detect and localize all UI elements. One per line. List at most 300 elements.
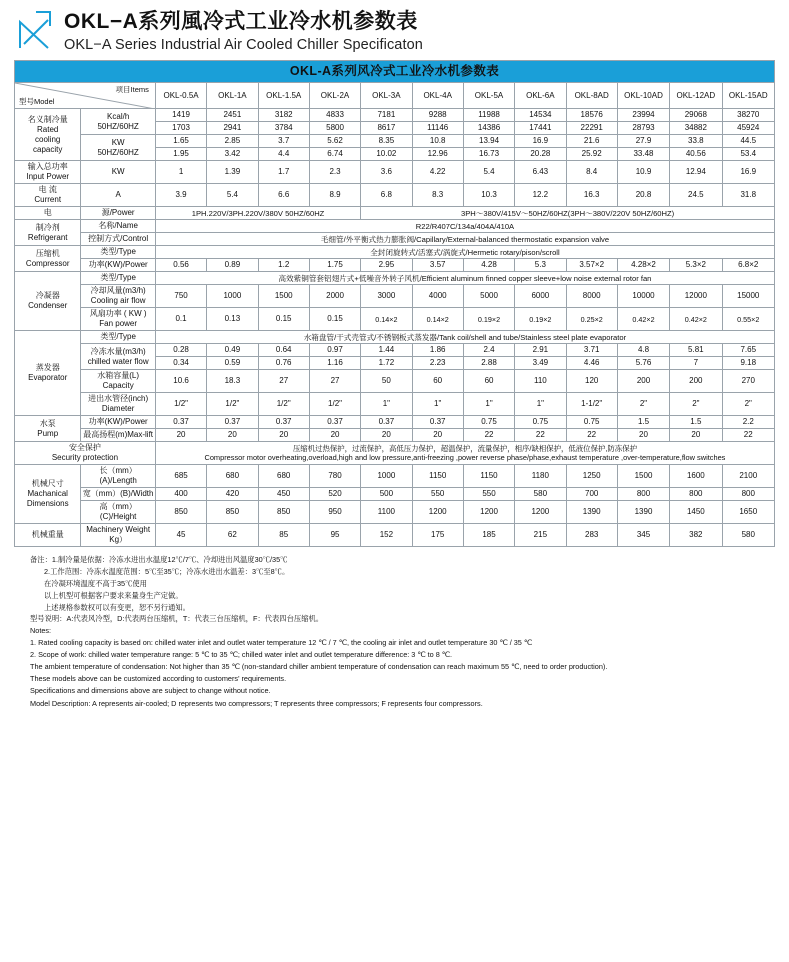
cell: 1390 <box>566 501 617 524</box>
table-banner: OKL-A系列风冷式工业冷水机参数表 <box>15 61 775 83</box>
note-cn-4: 上述规格参数权可以有变更，恕不另行通知。 <box>44 602 190 612</box>
cell: 2.3 <box>309 161 360 184</box>
cell: 22 <box>463 429 514 442</box>
specification-table <box>14 60 775 547</box>
cell: 1600 <box>670 465 722 488</box>
note-en-5: Model Description: A represents air-cooled; D represents two compressors; T represents three compressors; F represents four compressors. <box>30 698 483 708</box>
model-col-0: OKL-0.5A <box>155 83 206 109</box>
cell: 0.28 <box>155 344 206 357</box>
cell: 1.72 <box>361 357 412 370</box>
machinery-weight-item <box>81 524 155 547</box>
compressor-type-row <box>15 246 775 259</box>
cell: 0.37 <box>155 416 206 429</box>
cell: 800 <box>722 488 775 501</box>
cell: 1" <box>515 393 566 416</box>
cell: 7.65 <box>722 344 775 357</box>
cell: 13.94 <box>463 135 514 148</box>
condenser-type-value: 高效紫铜管套铝翅片式+低噪音外转子风机/Efficient aluminum finned copper sleeve+low noise external rotor fan <box>155 272 774 285</box>
cell: 420 <box>207 488 258 501</box>
cell: 45924 <box>722 122 775 135</box>
cell: 5.62 <box>309 135 360 148</box>
evaporator-capacity-row <box>15 370 775 393</box>
cell: 23994 <box>617 109 669 122</box>
cell: 4.8 <box>617 344 669 357</box>
page-title-en: OKL−A Series Industrial Air Cooled Chiller Specificaton <box>64 37 423 54</box>
cell: 270 <box>722 370 775 393</box>
cell: 10.6 <box>155 370 206 393</box>
security-text-cn: 压缩机过热保护，过流保护，高低压力保护，超温保护，流量保护，相序/缺相保护，低液位保护,防冻保护 <box>292 444 637 454</box>
cell: 520 <box>309 488 360 501</box>
compressor-type-value: 全封闭旋转式/活塞式/涡旋式/Hermetic rotary/pison/scroll <box>155 246 774 259</box>
cell: 1200 <box>463 501 514 524</box>
cell: 10.02 <box>361 148 412 161</box>
refrigerant-label-l0: 制冷剂 <box>35 222 60 232</box>
cell: 10000 <box>617 285 669 308</box>
cell: 95 <box>309 524 360 547</box>
model-col-6: OKL-5A <box>463 83 514 109</box>
cell: 2" <box>722 393 775 416</box>
cell: 0.64 <box>258 344 309 357</box>
power-supply-value-left: 1PH.220V/3PH.220V/380V 50HZ/60HZ <box>155 207 360 220</box>
cell: 17441 <box>515 122 566 135</box>
evaporator-type-value: 水箱盘管/干式壳管式/不锈钢板式蒸发器/Tank coil/shell and tube/Stainless steel plate evaporator <box>155 331 774 344</box>
security-text-en: Compressor motor overheating,overload,high and low pressure,anti-freezing ,power reverse phase/phase,exhaust temperature ,over-temperature,flow switches <box>204 453 726 463</box>
rated-capacity-row-kcal-50 <box>15 109 775 122</box>
cell: 0.37 <box>412 416 463 429</box>
cell: 6.43 <box>515 161 566 184</box>
cell: 60 <box>412 370 463 393</box>
condenser-fanpower-item-l1: Fan power <box>99 319 138 329</box>
cell: 1.44 <box>361 344 412 357</box>
machinery-weight-row <box>15 524 775 547</box>
cell: 1-1/2" <box>566 393 617 416</box>
cell: 11988 <box>463 109 514 122</box>
cell: 0.13 <box>207 308 258 331</box>
pump-maxlift-row <box>15 429 775 442</box>
compressor-power-item: 功率(KW)/Power <box>81 259 155 272</box>
cell: 1.95 <box>155 148 206 161</box>
cell: 10.3 <box>463 184 514 207</box>
input-power-row <box>15 161 775 184</box>
cell: 6.6 <box>258 184 309 207</box>
cell: 31.8 <box>722 184 775 207</box>
cell: 1390 <box>617 501 669 524</box>
cell: 5.3 <box>515 259 566 272</box>
cell: 10.9 <box>617 161 669 184</box>
cell: 215 <box>515 524 566 547</box>
cell: 1703 <box>155 122 206 135</box>
evaporator-label-l1: Evaporator <box>28 373 68 383</box>
input-power-label <box>15 161 81 184</box>
cell: 345 <box>617 524 669 547</box>
cell: 2451 <box>207 109 258 122</box>
cell: 0.49 <box>207 344 258 357</box>
power-supply-sublabel: 源/Power <box>81 207 155 220</box>
condenser-type-item: 类型/Type <box>81 272 155 285</box>
current-unit: A <box>81 184 155 207</box>
dimensions-label-l0: 机械尺寸 <box>31 479 64 489</box>
cell: 1000 <box>207 285 258 308</box>
security-label-l1: Security protection <box>51 453 119 463</box>
cell: 0.15 <box>309 308 360 331</box>
note-en-4: Specifications and dimensions above are subject to change without notice. <box>30 686 271 696</box>
dimension-length-row <box>15 465 775 488</box>
evaporator-capacity-item-l1: Capacity <box>102 381 134 391</box>
cell: 2" <box>617 393 669 416</box>
cell: 0.37 <box>207 416 258 429</box>
cell: 950 <box>309 501 360 524</box>
machinery-weight-item-l0: Machinery Weight <box>86 525 151 535</box>
cell: 8.4 <box>566 161 617 184</box>
condenser-airflow-item-l1: Cooling air flow <box>90 296 146 306</box>
cell: 0.14×2 <box>412 308 463 331</box>
cell: 8000 <box>566 285 617 308</box>
cell: 2000 <box>309 285 360 308</box>
compressor-type-item: 类型/Type <box>81 246 155 259</box>
cell: 14534 <box>515 109 566 122</box>
cell: 0.75 <box>515 416 566 429</box>
cell: 6000 <box>515 285 566 308</box>
cell: 12.96 <box>412 148 463 161</box>
cell: 12.2 <box>515 184 566 207</box>
cell: 0.37 <box>258 416 309 429</box>
model-col-11: OKL-15AD <box>722 83 775 109</box>
cell: 20.8 <box>617 184 669 207</box>
note-cn-5: 型号说明：A:代表风冷型，D:代表两台压缩机，T：代表三台压缩机，F：代表四台压缩机。 <box>30 614 324 624</box>
cell: 50 <box>361 370 412 393</box>
rated-capacity-label-l2: cooling <box>35 134 61 144</box>
evaporator-flow-item <box>81 344 155 370</box>
cell: 450 <box>258 488 309 501</box>
cell: 1.65 <box>155 135 206 148</box>
rated-capacity-label-l0: 名义制冷量 <box>27 114 68 124</box>
model-col-1: OKL-1A <box>207 83 258 109</box>
cell: 0.59 <box>207 357 258 370</box>
cell: 20 <box>412 429 463 442</box>
machinery-weight-item-l1: Kg） <box>109 535 128 545</box>
cell: 550 <box>412 488 463 501</box>
evaporator-label <box>15 331 81 416</box>
rated-capacity-row-kw-50 <box>15 135 775 148</box>
condenser-airflow-item-l0: 冷却风量(m3/h) <box>90 286 146 296</box>
dimension-height-item: 高（mm）(C)/Height <box>81 501 155 524</box>
security-label-l0: 安全保护 <box>68 443 101 453</box>
cell: 5.81 <box>670 344 722 357</box>
cell: 2.2 <box>722 416 775 429</box>
compressor-power-row <box>15 259 775 272</box>
cell: 0.75 <box>566 416 617 429</box>
model-col-2: OKL-1.5A <box>258 83 309 109</box>
cell: 3.42 <box>207 148 258 161</box>
rated-capacity-label-l1: Rated <box>37 124 59 134</box>
cell: 1000 <box>361 465 412 488</box>
model-header-label: 型号Model <box>19 96 55 106</box>
cell: 3.57 <box>412 259 463 272</box>
cell: 680 <box>207 465 258 488</box>
model-col-9: OKL-10AD <box>617 83 669 109</box>
cell: 2941 <box>207 122 258 135</box>
cell: 800 <box>617 488 669 501</box>
cell: 0.19×2 <box>515 308 566 331</box>
cell: 2" <box>670 393 722 416</box>
dimension-length-item: 长（mm）(A)/Length <box>81 465 155 488</box>
refrigerant-label-l1: Refrigerant <box>27 232 68 242</box>
cell: 1250 <box>566 465 617 488</box>
cell: 1.2 <box>258 259 309 272</box>
cell: 1" <box>361 393 412 416</box>
current-row <box>15 184 775 207</box>
note-cn-0: 备注：1.制冷量是依据：冷冻水进出水温度12℃/7℃、冷却进出风温度30℃/35℃ <box>30 555 288 565</box>
title-block <box>64 8 423 54</box>
cell: 16.9 <box>722 161 775 184</box>
cell: 25.92 <box>566 148 617 161</box>
power-supply-value-right: 3PH～380V/415V～50HZ/60HZ(3PH～380V/220V 50HZ/60HZ) <box>361 207 775 220</box>
cell: 1150 <box>463 465 514 488</box>
cell: 0.1 <box>155 308 206 331</box>
cell: 3.57×2 <box>566 259 617 272</box>
cell: 4833 <box>309 109 360 122</box>
dimension-width-item: 宽（mm）(B)/Width <box>81 488 155 501</box>
cell: 11146 <box>412 122 463 135</box>
cell: 0.37 <box>361 416 412 429</box>
cell: 800 <box>670 488 722 501</box>
security-protection-row <box>15 442 775 465</box>
note-cn-2: 在冷凝环境温度不高于35℃使用 <box>44 578 147 588</box>
cell: 6.8×2 <box>722 259 775 272</box>
cell: 750 <box>155 285 206 308</box>
cell: 0.37 <box>309 416 360 429</box>
cell: 1.39 <box>207 161 258 184</box>
cell: 152 <box>361 524 412 547</box>
input-power-label-l1: Input Power <box>26 172 70 182</box>
cell: 2100 <box>722 465 775 488</box>
unit-kcal <box>81 109 155 135</box>
refrigerant-name-row <box>15 220 775 233</box>
cell: 18.3 <box>207 370 258 393</box>
cell: 5.4 <box>207 184 258 207</box>
note-en-2: The ambient temperature of condensation: Not higher than 35 ℃ (non-standard chiller ambient temperature of condensation can reach maximum 55 ℃, need to order production). <box>30 662 608 672</box>
cell: 0.76 <box>258 357 309 370</box>
condenser-label <box>15 272 81 331</box>
cell: 185 <box>463 524 514 547</box>
cell: 27.9 <box>617 135 669 148</box>
cell: 20.28 <box>515 148 566 161</box>
cell: 1" <box>463 393 514 416</box>
unit-kw <box>81 135 155 161</box>
cell: 685 <box>155 465 206 488</box>
cell: 20 <box>258 429 309 442</box>
cell: 382 <box>670 524 722 547</box>
condenser-label-l0: 冷凝器 <box>35 291 60 301</box>
condenser-label-l1: Condenser <box>28 301 68 311</box>
refrigerant-name-item: 名称/Name <box>81 220 155 233</box>
unit-kcal-l1: 50HZ/60HZ <box>97 121 139 131</box>
machinery-weight-label: 机械重量 <box>15 524 81 547</box>
cell: 16.73 <box>463 148 514 161</box>
evaporator-capacity-item-l0: 水箱容量(L) <box>97 371 140 381</box>
model-col-7: OKL-6A <box>515 83 566 109</box>
cell: 1.7 <box>258 161 309 184</box>
rated-capacity-label-l3: capacity <box>33 144 63 154</box>
cell: 1/2" <box>155 393 206 416</box>
rated-capacity-label <box>15 109 81 161</box>
cell: 22 <box>515 429 566 442</box>
cell: 1100 <box>361 501 412 524</box>
note-cn-1: 2.工作范围：冷冻水温度范围：5℃至35℃；冷冻水进出水温差：3℃至8℃。 <box>44 567 290 577</box>
refrigerant-control-value: 毛细管/外平衡式热力膨胀阀/Capillary/External-balanced thermostatic expansion valve <box>155 233 774 246</box>
cell: 2.85 <box>207 135 258 148</box>
cell: 5800 <box>309 122 360 135</box>
cell: 38270 <box>722 109 775 122</box>
cell: 2.4 <box>463 344 514 357</box>
page-title-cn: OKL−A系列風冷式工业冷水机参数表 <box>64 10 418 33</box>
cell: 8.9 <box>309 184 360 207</box>
cell: 2.95 <box>361 259 412 272</box>
model-col-8: OKL-8AD <box>566 83 617 109</box>
cell: 85 <box>258 524 309 547</box>
evaporator-diameter-item-l1: Diameter <box>101 404 135 414</box>
model-items-header <box>15 83 156 109</box>
cell: 1.5 <box>617 416 669 429</box>
cell: 29068 <box>670 109 722 122</box>
condenser-airflow-row <box>15 285 775 308</box>
pump-maxlift-item: 最高扬程(m)Max-lift <box>81 429 155 442</box>
cell: 4.46 <box>566 357 617 370</box>
evaporator-diameter-row <box>15 393 775 416</box>
cell: 700 <box>566 488 617 501</box>
evaporator-diameter-item-l0: 进出水管径(inch) <box>88 394 149 404</box>
cell: 21.6 <box>566 135 617 148</box>
model-col-5: OKL-4A <box>412 83 463 109</box>
cell: 33.8 <box>670 135 722 148</box>
cell: 580 <box>722 524 775 547</box>
refrigerant-control-item: 控制方式/Control <box>81 233 155 246</box>
cell: 1419 <box>155 109 206 122</box>
cell: 1.75 <box>309 259 360 272</box>
note-en-0: 1. Rated cooling capacity is based on: chilled water inlet and outlet water temperature 12 ℃ / 7 ℃, the cooling air inlet and outlet temperature 30 ℃ / 35 ℃ <box>30 637 533 647</box>
pump-label <box>15 416 81 442</box>
cell: 200 <box>670 370 722 393</box>
cell: 18576 <box>566 109 617 122</box>
condenser-fanpower-item <box>81 308 155 331</box>
cell: 5.3×2 <box>670 259 722 272</box>
cell: 1150 <box>412 465 463 488</box>
cell: 12000 <box>670 285 722 308</box>
cell: 60 <box>463 370 514 393</box>
condenser-airflow-item <box>81 285 155 308</box>
cell: 850 <box>258 501 309 524</box>
note-en-3: These models above can be customized according to customers' requirements. <box>30 674 287 684</box>
cell: 4.22 <box>412 161 463 184</box>
cell: 1200 <box>515 501 566 524</box>
cell: 16.3 <box>566 184 617 207</box>
cell: 40.56 <box>670 148 722 161</box>
cell: 283 <box>566 524 617 547</box>
cell: 9.18 <box>722 357 775 370</box>
input-power-label-l0: 输入总功率 <box>27 162 68 172</box>
cell: 4.28×2 <box>617 259 669 272</box>
power-supply-row <box>15 207 775 220</box>
cell: 0.34 <box>155 357 206 370</box>
model-col-4: OKL-3A <box>361 83 412 109</box>
chiller-logo-icon <box>14 8 58 52</box>
cell: 1450 <box>670 501 722 524</box>
cell: 5.76 <box>617 357 669 370</box>
cell: 110 <box>515 370 566 393</box>
cell: 0.25×2 <box>566 308 617 331</box>
cell: 14386 <box>463 122 514 135</box>
security-label <box>15 442 156 465</box>
cell: 45 <box>155 524 206 547</box>
cell: 1.5 <box>670 416 722 429</box>
cell: 850 <box>155 501 206 524</box>
cell: 22 <box>566 429 617 442</box>
cell: 34882 <box>670 122 722 135</box>
cell: 550 <box>463 488 514 501</box>
dimensions-label-l2: Dimensions <box>26 499 69 509</box>
cell: 1.16 <box>309 357 360 370</box>
pump-power-item: 功率(KW)/Power <box>81 416 155 429</box>
dimension-height-row <box>15 501 775 524</box>
cell: 3.7 <box>258 135 309 148</box>
evaporator-capacity-item <box>81 370 155 393</box>
dimensions-label <box>15 465 81 524</box>
note-cn-3: 以上机型可根据客户要求来量身生产定做。 <box>44 590 183 600</box>
compressor-label-l1: Compressor <box>25 258 70 268</box>
input-power-unit: KW <box>81 161 155 184</box>
power-supply-label: 电 <box>15 207 81 220</box>
cell: 4.4 <box>258 148 309 161</box>
cell: 500 <box>361 488 412 501</box>
refrigerant-label <box>15 220 81 246</box>
unit-kcal-l0: Kcal/h <box>107 111 130 121</box>
compressor-label-l0: 压缩机 <box>35 248 60 258</box>
cell: 33.48 <box>617 148 669 161</box>
cell: 9288 <box>412 109 463 122</box>
cell: 0.42×2 <box>670 308 722 331</box>
cell: 4000 <box>412 285 463 308</box>
evaporator-diameter-item <box>81 393 155 416</box>
cell: 20 <box>361 429 412 442</box>
unit-kw-l1: 50HZ/60HZ <box>97 147 139 157</box>
cell: 8.3 <box>412 184 463 207</box>
cell: 1180 <box>515 465 566 488</box>
cell: 27 <box>309 370 360 393</box>
cell: 22 <box>722 429 775 442</box>
cell: 22291 <box>566 122 617 135</box>
cell: 20 <box>670 429 722 442</box>
cell: 1650 <box>722 501 775 524</box>
cell: 8617 <box>361 122 412 135</box>
note-en-1: 2. Scope of work: chilled water temperature range: 5 ℃ to 35 ℃; chilled water inlet and outlet temperature difference: 3 ℃ to 8 ℃. <box>30 650 453 660</box>
cell: 580 <box>515 488 566 501</box>
cell: 680 <box>258 465 309 488</box>
items-header-label: 项目Items <box>115 85 149 95</box>
model-col-3: OKL-2A <box>309 83 360 109</box>
pump-label-l1: Pump <box>37 428 59 438</box>
cell: 1 <box>155 161 206 184</box>
cell: 53.4 <box>722 148 775 161</box>
pump-label-l0: 水泵 <box>39 418 56 428</box>
cell: 7 <box>670 357 722 370</box>
cell: 27 <box>258 370 309 393</box>
cell: 0.42×2 <box>617 308 669 331</box>
cell: 1500 <box>617 465 669 488</box>
refrigerant-name-value: R22/R407C/134a/404A/410A <box>155 220 774 233</box>
cell: 1200 <box>412 501 463 524</box>
unit-kw-l0: KW <box>111 137 125 147</box>
cell: 24.5 <box>670 184 722 207</box>
